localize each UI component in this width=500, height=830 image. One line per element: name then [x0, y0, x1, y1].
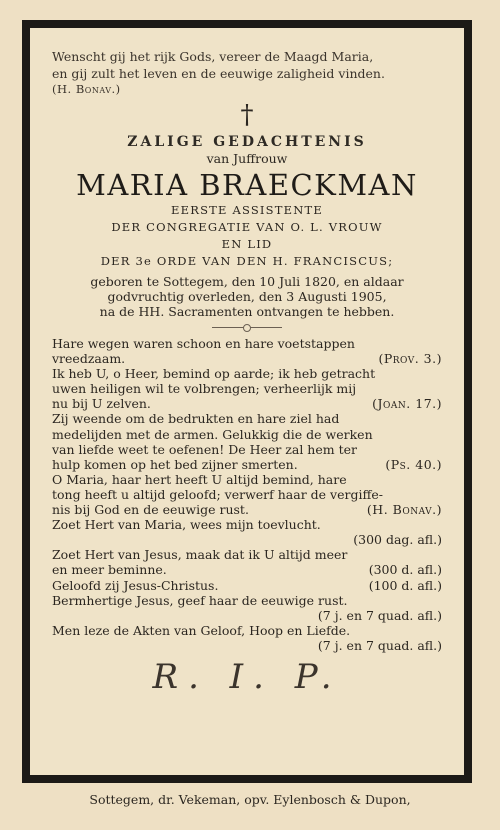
motto-line-1: Wenscht gij het rijk Gods, vereer de Maagd Maria, [52, 49, 374, 64]
verse-text: Bermhertige Jesus, geef haar de eeuwige rust. [52, 592, 348, 608]
verse-text: Zoet Hert van Maria, wees mijn toevlucht. [52, 517, 321, 533]
verse-text: medelijden met de armen. Gelukkig die de werken [52, 426, 373, 442]
verse-line [52, 487, 442, 502]
verse-line [52, 532, 442, 547]
indulgence-ref: (300 d. afl.) [368, 562, 442, 578]
verse-line [52, 562, 442, 577]
verse-text: Men leze de Akten van Geloof, Hoop en Liefde. [52, 622, 351, 638]
verse-line [52, 442, 442, 457]
ornament-divider [212, 327, 282, 328]
verse-text: Zoet Hert van Jesus, maak dat ik U altijd meer [52, 547, 348, 563]
verse-line [52, 457, 442, 472]
van-juffrouw: van Juffrouw [206, 151, 288, 166]
cross-icon: † [240, 100, 254, 130]
bio-line: na de HH. Sacramenten ontvangen te hebben. [99, 304, 395, 319]
verse-line [52, 547, 442, 562]
verse-line [52, 427, 442, 442]
verse-line [52, 517, 442, 532]
verse-text: Hare wegen waren schoon en hare voetstappen [52, 336, 355, 351]
titles [52, 202, 442, 270]
verse-text: hulp komen op het bed zijner smerten. [52, 456, 298, 472]
verse-line [52, 336, 442, 351]
indulgence-ref: (300 dag. afl.) [353, 532, 442, 548]
title-line: DER 3e ORDE VAN DEN H. FRANCISCUS; [100, 254, 394, 268]
verse-line [52, 366, 442, 381]
verses [52, 336, 442, 653]
verse-text: O Maria, haar hert heeft U altijd bemind, hare [52, 471, 347, 487]
verse-text: Geloofd zij Jesus-Christus. [52, 577, 219, 593]
title-line: DER CONGREGATIE VAN O. L. VROUW [111, 220, 383, 234]
verse-line [52, 381, 442, 396]
printer-imprint: Sottegem, dr. Vekeman, opv. Eylenbosch & Dupon, [89, 792, 411, 807]
verse-text: en meer beminne. [52, 562, 167, 578]
verse-text: van liefde weet te oefenen! De Heer zal hem ter [52, 441, 357, 457]
verse-line [52, 472, 442, 487]
verse-text: Zij weende om de bedrukten en hare ziel had [52, 411, 340, 427]
indulgence-ref: (100 d. afl.) [368, 577, 442, 593]
deceased-name: MARIA BRAECKMAN [76, 168, 418, 202]
title-line: EERSTE ASSISTENTE [171, 203, 323, 217]
bio-line: godvruchtig overleden, den 3 Augusti 1905, [107, 289, 387, 304]
verse-ref: (Joan. 17.) [372, 396, 442, 412]
verse-line [52, 411, 442, 426]
motto-line-2: en gij zult het leven en de eeuwige zaligheid vinden. [52, 66, 385, 81]
verse-text: Ik heb U, o Heer, bemind op aarde; ik heb getracht [52, 366, 376, 382]
indulgence-ref: (7 j. en 7 quad. afl.) [317, 637, 442, 653]
verse-ref: (Ps. 40.) [385, 456, 442, 472]
verse-line [52, 578, 442, 593]
rip-monogram: R. I. P. [152, 656, 342, 697]
indulgence-ref: (7 j. en 7 quad. afl.) [317, 607, 442, 623]
card-content [52, 48, 442, 697]
verse-text: nu bij U zelven. [52, 396, 151, 412]
motto [52, 48, 442, 98]
verse-line [52, 623, 442, 638]
bio-line: geboren te Sottegem, den 10 Juli 1820, en aldaar [90, 274, 404, 289]
verse-text: vreedzaam. [52, 351, 126, 367]
motto-attribution: (H. Bonav.) [52, 82, 121, 96]
verse-line [52, 638, 442, 653]
verse-ref: (H. Bonav.) [366, 502, 442, 518]
heading: ZALIGE GEDACHTENIS [127, 134, 367, 150]
verse-text: uwen heiligen wil te volbrengen; verheerlijk mij [52, 381, 357, 397]
verse-ref: (Prov. 3.) [378, 351, 442, 367]
verse-line [52, 502, 442, 517]
verse-line [52, 351, 442, 366]
black-border-frame [22, 20, 472, 783]
verse-text: tong heeft u altijd geloofd; verwerf haar de vergiffe- [52, 486, 383, 502]
verse-line [52, 396, 442, 411]
verse-text: nis bij God en de eeuwige rust. [52, 502, 249, 518]
biography [52, 274, 442, 319]
verse-line [52, 593, 442, 608]
verse-line [52, 608, 442, 623]
title-line: EN LID [221, 237, 273, 251]
